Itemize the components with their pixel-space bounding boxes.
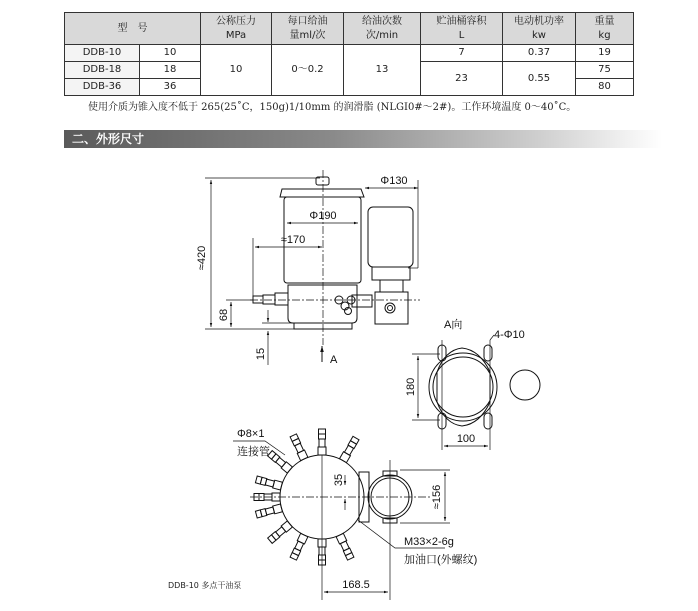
header-motor-power: 电动机功率 kw <box>503 13 576 45</box>
fill-port-label: 加油口(外螺纹) <box>404 554 478 566</box>
cell-model: DDB-36 <box>65 79 140 96</box>
cell-reservoir: 23 <box>421 62 503 96</box>
outlet-nozzle <box>318 429 326 455</box>
cell-motor-power: 0.55 <box>503 62 576 96</box>
dim-height: ≈420 <box>196 245 208 271</box>
outlet-nozzle <box>267 450 292 473</box>
outlet-nozzle <box>290 533 308 560</box>
cell-pressure: 10 <box>201 45 272 96</box>
cell-model: DDB-10 <box>65 45 140 62</box>
cell-motor-power: 0.37 <box>503 45 576 62</box>
header-model: 型 号 <box>65 13 201 45</box>
header-reservoir: 贮油桶容积 L <box>421 13 503 45</box>
dim-156: ≈156 <box>431 484 443 510</box>
header-per-outlet: 每口给油 量ml/次 <box>272 13 344 45</box>
header-pressure: 公称压力 MPa <box>201 13 272 45</box>
pipe-spec: Φ8×1 <box>237 428 265 440</box>
top-view <box>233 428 477 600</box>
cell-outlets: 18 <box>140 62 201 79</box>
cell-outlets: 10 <box>140 45 201 62</box>
header-weight: 重量 kg <box>576 13 634 45</box>
outlet-nozzle <box>336 533 354 560</box>
dim-motor-diameter: Φ130 <box>380 175 408 187</box>
dim-180: 180 <box>405 377 417 397</box>
dim-15: 15 <box>255 347 267 361</box>
outlet-nozzle <box>267 521 292 544</box>
usage-note: 使用介质为锥入度不低于 265(25˚C，150g)1/10mm 的润滑脂 (NLGI0#～2#)。工作环境温度 0～40˚C。 <box>88 102 577 113</box>
cell-per-outlet: 0～0.2 <box>272 45 344 96</box>
outlet-nozzle <box>290 434 308 461</box>
cell-outlets: 36 <box>140 79 201 96</box>
thread-spec: M33×2-6g <box>404 536 454 548</box>
dim-holes: 4-Φ10 <box>494 329 525 341</box>
dim-68: 68 <box>218 308 230 322</box>
section-title: 二、外形尺寸 <box>64 130 662 148</box>
drawing-caption: DDB-10 多点干油泵 <box>168 581 242 590</box>
dim-168: 168.5 <box>342 579 370 591</box>
view-arrow-label: A <box>330 354 338 366</box>
cell-reservoir: 7 <box>421 45 503 62</box>
dim-tank-diameter: Φ190 <box>309 210 337 222</box>
cell-frequency: 13 <box>344 45 421 96</box>
dim-offset: ≈170 <box>280 234 306 246</box>
view-a <box>405 317 540 450</box>
cell-model: DDB-18 <box>65 62 140 79</box>
outlet-nozzle <box>255 504 282 518</box>
cell-weight: 19 <box>576 45 634 62</box>
front-view <box>196 170 420 366</box>
outlet-nozzle <box>340 436 360 463</box>
cell-weight: 80 <box>576 79 634 96</box>
cell-weight: 75 <box>576 62 634 79</box>
outlet-nozzle <box>255 476 282 490</box>
header-frequency: 给油次数 次/min <box>344 13 421 45</box>
pipe-label: 连接管 <box>237 446 270 458</box>
dim-100: 100 <box>456 433 476 445</box>
view-a-title: A向 <box>444 319 463 331</box>
dim-35: 35 <box>333 473 345 487</box>
